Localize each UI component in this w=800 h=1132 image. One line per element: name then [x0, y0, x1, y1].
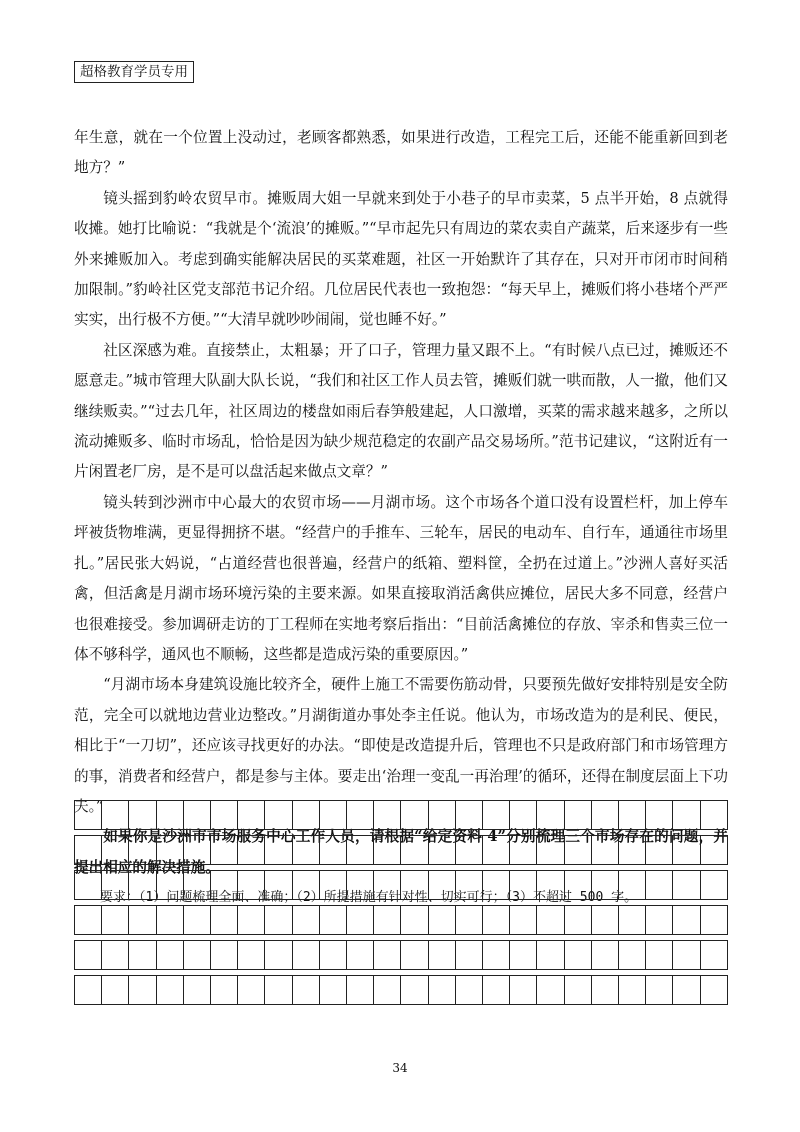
- answer-cell[interactable]: [700, 836, 728, 864]
- answer-cell[interactable]: [237, 976, 264, 1004]
- answer-cell[interactable]: [74, 871, 101, 899]
- answer-cell[interactable]: [373, 976, 400, 1004]
- answer-cell[interactable]: [591, 871, 618, 899]
- answer-grid-row: [74, 870, 728, 900]
- answer-cell[interactable]: [455, 801, 482, 829]
- answer-cell[interactable]: [618, 801, 645, 829]
- answer-cell[interactable]: [509, 906, 536, 934]
- answer-grid-row: [74, 800, 728, 830]
- question-prompt: 如果你是沙洲市市场服务中心工作人员，请根据“给定资料 4”分别梳理三个市场存在的问题，并提出相应的解决措施。: [74, 828, 728, 876]
- answer-cell[interactable]: [264, 906, 291, 934]
- answer-cell[interactable]: [346, 941, 373, 969]
- answer-grid-row: [74, 975, 728, 1005]
- answer-cell[interactable]: [672, 836, 699, 864]
- answer-cell[interactable]: [645, 906, 672, 934]
- answer-cell[interactable]: [428, 941, 455, 969]
- answer-grid[interactable]: [74, 800, 728, 1010]
- requirement-text: 要求：（1）问题梳理全面、准确；（2）所提措施有针对性、切实可行；（3）不超过 500 字。: [100, 890, 638, 906]
- answer-cell[interactable]: [319, 836, 346, 864]
- answer-cell[interactable]: [591, 941, 618, 969]
- answer-cell[interactable]: [672, 906, 699, 934]
- header-label: 超格教育学员专用: [74, 61, 194, 83]
- answer-cell[interactable]: [156, 836, 183, 864]
- answer-cell[interactable]: [373, 906, 400, 934]
- answer-cell[interactable]: [428, 801, 455, 829]
- answer-cell[interactable]: [292, 871, 319, 899]
- answer-cell[interactable]: [237, 906, 264, 934]
- answer-cell[interactable]: [101, 871, 128, 899]
- answer-cell[interactable]: [618, 906, 645, 934]
- answer-cell[interactable]: [482, 871, 509, 899]
- answer-cell[interactable]: [346, 906, 373, 934]
- answer-cell[interactable]: [346, 801, 373, 829]
- answer-cell[interactable]: [618, 976, 645, 1004]
- answer-cell[interactable]: [455, 976, 482, 1004]
- answer-cell[interactable]: [210, 871, 237, 899]
- answer-cell[interactable]: [672, 976, 699, 1004]
- answer-cell[interactable]: [591, 906, 618, 934]
- answer-cell[interactable]: [101, 801, 128, 829]
- answer-cell[interactable]: [128, 801, 155, 829]
- answer-cell[interactable]: [564, 836, 591, 864]
- answer-cell[interactable]: [536, 836, 563, 864]
- answer-cell[interactable]: [564, 871, 591, 899]
- answer-cell[interactable]: [428, 976, 455, 1004]
- answer-cell[interactable]: [482, 976, 509, 1004]
- paragraph-continuation: 年生意，就在一个位置上没动过，老顾客都熟悉，如果进行改造，工程完工后，还能不能重新回到老地方？”: [74, 129, 728, 177]
- answer-cell[interactable]: [128, 836, 155, 864]
- answer-cell[interactable]: [509, 836, 536, 864]
- answer-grid-row: [74, 940, 728, 970]
- answer-cell[interactable]: [536, 801, 563, 829]
- answer-cell[interactable]: [292, 906, 319, 934]
- answer-cell[interactable]: [618, 836, 645, 864]
- answer-cell[interactable]: [564, 801, 591, 829]
- answer-cell[interactable]: [428, 906, 455, 934]
- answer-cell[interactable]: [346, 871, 373, 899]
- answer-cell[interactable]: [237, 836, 264, 864]
- answer-cell[interactable]: [264, 941, 291, 969]
- answer-cell[interactable]: [128, 976, 155, 1004]
- answer-cell[interactable]: [591, 976, 618, 1004]
- answer-cell[interactable]: [455, 906, 482, 934]
- answer-cell[interactable]: [564, 976, 591, 1004]
- answer-cell[interactable]: [210, 801, 237, 829]
- answer-cell[interactable]: [183, 976, 210, 1004]
- answer-cell[interactable]: [700, 976, 728, 1004]
- answer-cell[interactable]: [319, 941, 346, 969]
- answer-cell[interactable]: [101, 906, 128, 934]
- answer-cell[interactable]: [74, 906, 101, 934]
- answer-cell[interactable]: [210, 976, 237, 1004]
- answer-cell[interactable]: [74, 801, 101, 829]
- paragraph-baoling-market: 镜头摇到豹岭农贸早市。摊贩周大姐一早就来到处于小巷子的早市卖菜，5 点半开始，8 点就得收摊。她打比喻说：“我就是个‘流浪’的摊贩。”“早市起先只有周边的菜农卖自产蔬菜，后来逐步有一些外来摊贩加入。考虑到确实能解决居民的买菜难题，社区一开始默许了其存在，只对开市闭市时间稍加限制。”豹岭社区党支部范书记介绍。几位居民代表也一致抱怨：“每天早上，摊贩们将小巷堵个严严实实，出行极不方便。”“大清早就吵吵闹闹，觉也睡不好。”: [74, 189, 728, 329]
- answer-cell[interactable]: [373, 836, 400, 864]
- answer-cell[interactable]: [292, 976, 319, 1004]
- answer-cell[interactable]: [400, 941, 427, 969]
- answer-cell[interactable]: [210, 906, 237, 934]
- answer-cell[interactable]: [400, 801, 427, 829]
- answer-cell[interactable]: [564, 906, 591, 934]
- answer-cell[interactable]: [292, 836, 319, 864]
- answer-cell[interactable]: [455, 941, 482, 969]
- answer-cell[interactable]: [400, 871, 427, 899]
- answer-cell[interactable]: [455, 836, 482, 864]
- answer-cell[interactable]: [74, 836, 101, 864]
- answer-cell[interactable]: [672, 871, 699, 899]
- answer-cell[interactable]: [509, 801, 536, 829]
- answer-cell[interactable]: [183, 801, 210, 829]
- answer-cell[interactable]: [292, 941, 319, 969]
- answer-cell[interactable]: [101, 976, 128, 1004]
- answer-cell[interactable]: [536, 871, 563, 899]
- answer-cell[interactable]: [319, 801, 346, 829]
- answer-cell[interactable]: [210, 836, 237, 864]
- paragraph-renovation-advice: “月湖市场本身建筑设施比较齐全，硬件上施工不需要伤筋动骨，只要预先做好安排特别是安全防范，完全可以就地边营业边整改。”月湖街道办事处李主任说。他认为，市场改造为的是利民、便民，相比于“一刀切”，还应该寻找更好的办法。“即使是改造提升后，管理也不只是政府部门和市场管理方的事，消费者和经营户，都是参与主体。要走出‘治理一变乱一再治理’的循环，还得在制度层面上下功夫。”: [74, 676, 728, 815]
- answer-cell[interactable]: [346, 976, 373, 1004]
- answer-cell[interactable]: [74, 941, 101, 969]
- answer-cell[interactable]: [509, 941, 536, 969]
- answer-cell[interactable]: [428, 836, 455, 864]
- answer-cell[interactable]: [346, 836, 373, 864]
- answer-cell[interactable]: [156, 941, 183, 969]
- answer-cell[interactable]: [183, 941, 210, 969]
- answer-cell[interactable]: [482, 941, 509, 969]
- paragraph-community-dilemma: 社区深感为难。直接禁止，太粗暴；开了口子，管理力量又跟不上。“有时候八点已过，摊贩还不愿意走。”城市管理大队副大队长说，“我们和社区工作人员去管，摊贩们就一哄而散，人一撤，他们又继续贩卖。”“过去几年，社区周边的楼盘如雨后春笋般建起，人口激增，买菜的需求越来越多，之所以流动摊贩多、临时市场乱，恰恰是因为缺少规范稳定的农副产品交易场所。”范书记建议，“这附近有一片闲置老厂房，是不是可以盘活起来做点文章？”: [74, 341, 728, 481]
- answer-cell[interactable]: [536, 906, 563, 934]
- answer-cell[interactable]: [156, 801, 183, 829]
- answer-grid-row: [74, 905, 728, 935]
- answer-cell[interactable]: [373, 941, 400, 969]
- answer-cell[interactable]: [183, 906, 210, 934]
- answer-cell[interactable]: [455, 871, 482, 899]
- answer-cell[interactable]: [645, 941, 672, 969]
- answer-cell[interactable]: [264, 976, 291, 1004]
- answer-cell[interactable]: [156, 906, 183, 934]
- answer-cell[interactable]: [564, 941, 591, 969]
- answer-cell[interactable]: [237, 801, 264, 829]
- answer-cell[interactable]: [618, 941, 645, 969]
- answer-cell[interactable]: [482, 836, 509, 864]
- answer-cell[interactable]: [591, 836, 618, 864]
- answer-cell[interactable]: [700, 871, 728, 899]
- answer-cell[interactable]: [645, 801, 672, 829]
- answer-cell[interactable]: [101, 941, 128, 969]
- answer-cell[interactable]: [128, 871, 155, 899]
- answer-cell[interactable]: [400, 976, 427, 1004]
- answer-cell[interactable]: [618, 871, 645, 899]
- answer-cell[interactable]: [264, 836, 291, 864]
- main-text: [74, 123, 728, 913]
- answer-cell[interactable]: [400, 836, 427, 864]
- answer-cell[interactable]: [74, 976, 101, 1004]
- answer-cell[interactable]: [536, 941, 563, 969]
- answer-cell[interactable]: [591, 801, 618, 829]
- answer-cell[interactable]: [672, 801, 699, 829]
- answer-cell[interactable]: [319, 871, 346, 899]
- answer-cell[interactable]: [482, 801, 509, 829]
- answer-cell[interactable]: [319, 906, 346, 934]
- answer-cell[interactable]: [700, 801, 728, 829]
- page-number: 34: [392, 1061, 408, 1075]
- answer-cell[interactable]: [183, 836, 210, 864]
- answer-cell[interactable]: [645, 976, 672, 1004]
- answer-cell[interactable]: [183, 871, 210, 899]
- answer-cell[interactable]: [509, 871, 536, 899]
- answer-cell[interactable]: [237, 871, 264, 899]
- paragraph-yuehu-market: 镜头转到沙洲市中心最大的农贸市场——月湖市场。这个市场各个道口没有设置栏杆，加上停车坪被货物堆满，更显得拥挤不堪。“经营户的手推车、三轮车，居民的电动车、自行车，通通往市场里扎。”居民张大妈说，“占道经营也很普遍，经营户的纸箱、塑料筐，全扔在过道上。”沙洲人喜好买活禽，但活禽是月湖市场环境污染的主要来源。如果直接取消活禽供应摊位，居民大多不同意，经营户也很难接受。参加调研走访的丁工程师在实地考察后指出：“目前活禽摊位的存放、宰杀和售卖三位一体不够科学，通风也不顺畅，这些都是造成污染的重要原因。”: [74, 493, 728, 663]
- answer-cell[interactable]: [237, 941, 264, 969]
- answer-cell[interactable]: [509, 976, 536, 1004]
- answer-cell[interactable]: [536, 976, 563, 1004]
- answer-cell[interactable]: [319, 976, 346, 1004]
- answer-cell[interactable]: [128, 906, 155, 934]
- answer-cell[interactable]: [156, 871, 183, 899]
- answer-cell[interactable]: [373, 801, 400, 829]
- answer-cell[interactable]: [264, 801, 291, 829]
- answer-cell[interactable]: [645, 871, 672, 899]
- answer-cell[interactable]: [264, 871, 291, 899]
- answer-cell[interactable]: [700, 941, 728, 969]
- answer-grid-row: [74, 835, 728, 865]
- answer-cell[interactable]: [400, 906, 427, 934]
- answer-cell[interactable]: [645, 836, 672, 864]
- answer-cell[interactable]: [292, 801, 319, 829]
- answer-cell[interactable]: [428, 871, 455, 899]
- answer-cell[interactable]: [482, 906, 509, 934]
- answer-cell[interactable]: [373, 871, 400, 899]
- answer-cell[interactable]: [210, 941, 237, 969]
- answer-cell[interactable]: [156, 976, 183, 1004]
- answer-cell[interactable]: [128, 941, 155, 969]
- answer-cell[interactable]: [700, 906, 728, 934]
- answer-cell[interactable]: [672, 941, 699, 969]
- answer-cell[interactable]: [101, 836, 128, 864]
